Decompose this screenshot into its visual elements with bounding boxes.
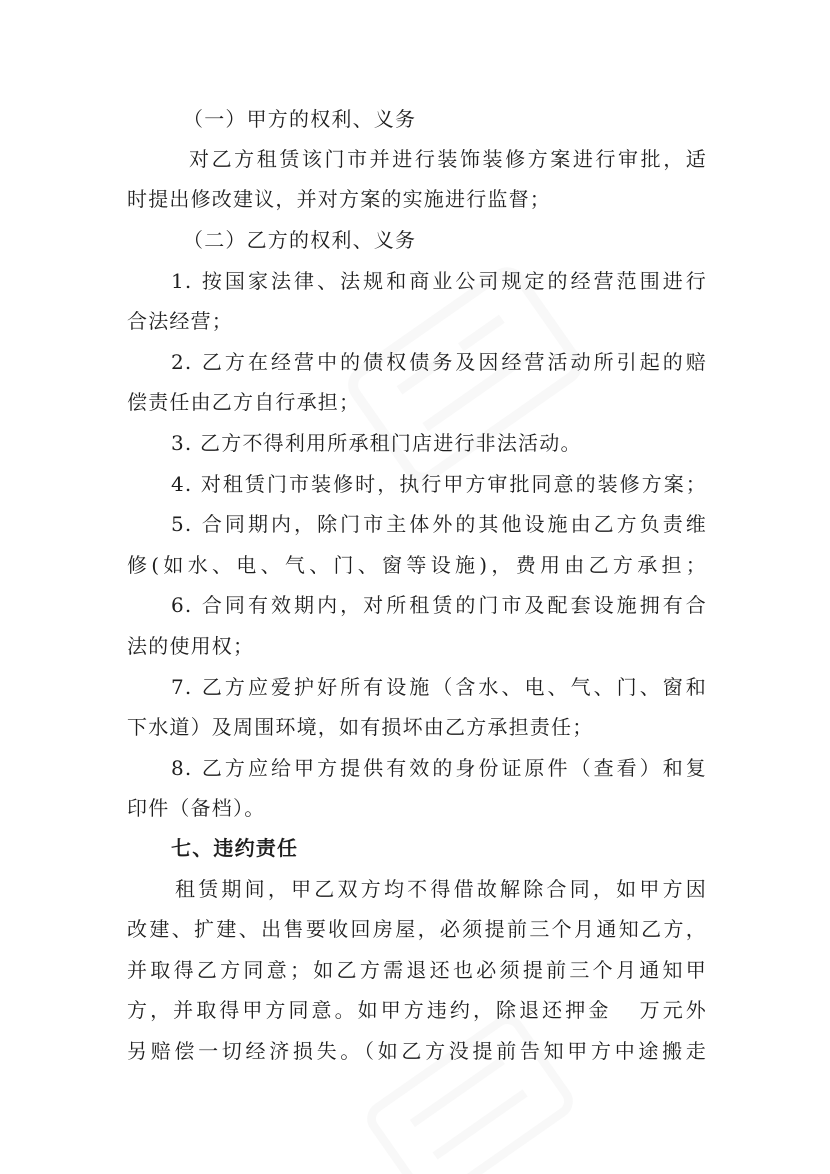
- paragraph-line: 另赔偿一切经济损失。（如乙方没提前告知甲方中途搬走: [127, 1039, 707, 1063]
- paragraph-line: 合法经营；: [127, 309, 233, 333]
- paragraph-line: 印件（备档）。: [127, 796, 266, 820]
- subheading-party-a-rights: （一）甲方的权利、义务: [183, 107, 417, 131]
- list-item-5: 5. 合同期内，除门市主体外的其他设施由乙方负责维: [171, 512, 707, 536]
- list-item-7: 7. 乙方应爱护好所有设施（含水、电、气、门、窗和: [171, 675, 707, 699]
- paragraph-line: 并取得乙方同意；如乙方需退还也必须提前三个月通知甲: [127, 958, 707, 982]
- paragraph-line: 方，并取得甲方同意。如甲方违约，除退还押金 万元外: [127, 998, 707, 1022]
- list-item-2: 2. 乙方在经营中的债权债务及因经营活动所引起的赔: [171, 350, 707, 374]
- paragraph-line: 时提出修改建议，并对方案的实施进行监督；: [127, 187, 551, 211]
- list-item-8: 8. 乙方应给甲方提供有效的身份证原件（查看）和复: [171, 756, 707, 780]
- paragraph-line: 租赁期间，甲乙双方均不得借故解除合同，如甲方因: [175, 877, 707, 901]
- paragraph-line: 对乙方租赁该门市并进行装饰装修方案进行审批，适: [189, 147, 707, 171]
- list-item-6: 6. 合同有效期内，对所租赁的门市及配套设施拥有合: [171, 593, 707, 617]
- watermark-logo-bottom: [360, 1000, 580, 1174]
- section-heading-breach: 七、违约责任: [171, 836, 299, 860]
- paragraph-line: 改建、扩建、出售要收回房屋，必须提前三个月通知乙方，: [127, 917, 707, 941]
- list-item-4: 4. 对租赁门市装修时，执行甲方审批同意的装修方案；: [171, 472, 707, 496]
- subheading-party-b-rights: （二）乙方的权利、义务: [183, 228, 417, 252]
- paragraph-line: 下水道）及周围环境，如有损坏由乙方承担责任；: [127, 715, 594, 739]
- paragraph-line: 修(如水、电、气、门、窗等设施)，费用由乙方承担；: [127, 553, 707, 577]
- list-item-1: 1. 按国家法律、法规和商业公司规定的经营范围进行: [171, 269, 707, 293]
- paragraph-line: 法的使用权；: [127, 634, 255, 658]
- list-item-3: 3. 乙方不得利用所承租门店进行非法活动。: [171, 431, 582, 455]
- paragraph-line: 偿责任由乙方自行承担；: [127, 390, 361, 414]
